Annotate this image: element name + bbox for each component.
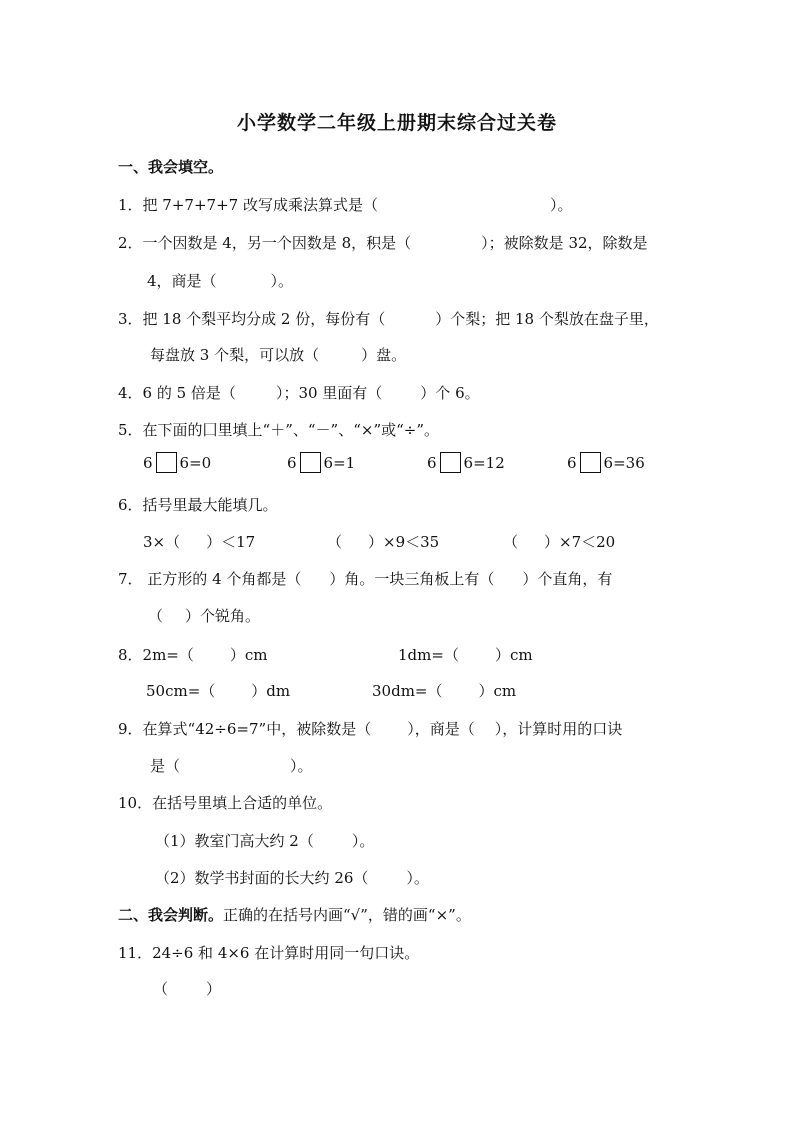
question-5-item <box>287 452 355 473</box>
question-9-part: 是（ <box>150 757 181 775</box>
q5-right: 6=1 <box>323 454 356 472</box>
question-5-item <box>427 452 505 473</box>
question-10-part: （1）教室门高大约 2（ <box>155 832 314 850</box>
answer-box[interactable] <box>300 452 321 473</box>
question-11-text: 11．24÷6 和 4×6 在计算时用同一句口诀。 <box>118 944 420 962</box>
q5-right: 6=0 <box>179 454 212 472</box>
question-2-line-2 <box>147 271 293 291</box>
question-6-item <box>143 532 255 552</box>
question-2-part: 2．一个因数是 4，另一个因数是 8，积是（ <box>118 234 412 252</box>
question-8-item <box>398 645 533 665</box>
q5-left: 6 <box>143 454 153 472</box>
question-9-part: ），计算时用的口诀 <box>494 720 623 738</box>
q8-part: 50cm=（ <box>146 682 216 700</box>
q5-right: 6=12 <box>463 454 505 472</box>
q5-left: 6 <box>567 454 577 472</box>
answer-box[interactable] <box>440 452 461 473</box>
question-11-answer <box>153 979 221 999</box>
question-9-line-2 <box>150 756 313 776</box>
question-10-text: 10．在括号里填上合适的单位。 <box>118 794 333 812</box>
question-7-part: ）个直角，有 <box>522 570 613 588</box>
question-6-item <box>503 532 615 552</box>
question-1-text: 1．把 7+7+7+7 改写成乘法算式是（ <box>118 196 378 214</box>
q6-part: ）＜17 <box>206 533 256 551</box>
question-2-part: 4，商是（ <box>147 272 217 290</box>
q6-part: ）×7＜20 <box>544 533 616 551</box>
question-10-part: ）。 <box>406 869 429 887</box>
question-10-sub-2 <box>155 868 429 888</box>
q8-part: 8．2m=（ <box>118 646 194 664</box>
section-1-heading: 一、我会填空。 <box>118 158 224 176</box>
q6-part: ）×9＜35 <box>368 533 440 551</box>
q6-part: （ <box>327 533 343 551</box>
q8-part: 1dm=（ <box>398 646 459 664</box>
question-7-part: ）个锐角。 <box>185 607 261 625</box>
q5-right: 6=36 <box>603 454 645 472</box>
question-6-text: 6．括号里最大能填几。 <box>118 496 278 514</box>
question-5-item <box>143 452 211 473</box>
q6-part: （ <box>503 533 519 551</box>
question-5-item <box>567 452 645 473</box>
q5-left: 6 <box>427 454 437 472</box>
q8-part: ）dm <box>251 682 291 700</box>
question-7-line-2 <box>148 606 260 626</box>
question-2-part: ）；被除数是 32，除数是 <box>481 234 648 252</box>
question-3-part: 3．把 18 个梨平均分成 2 份，每份有（ <box>118 310 386 328</box>
question-3-line-2 <box>150 345 406 365</box>
section-2-instruction: 正确的在括号内画“√”，错的画“×”。 <box>223 906 471 924</box>
question-9-part: 9．在算式“42÷6=7”中，被除数是（ <box>118 720 372 738</box>
question-10-part: （2）数学书封面的长大约 26（ <box>155 869 369 887</box>
q8-part: 30dm=（ <box>372 682 443 700</box>
question-3-part: ）盘。 <box>361 346 407 364</box>
question-8-item <box>118 645 268 665</box>
question-7-part: ）角。一块三角板上有（ <box>329 570 495 588</box>
question-4 <box>118 383 480 403</box>
question-4-part: 4．6 的 5 倍是（ <box>118 384 236 402</box>
question-10-sub-1 <box>155 831 374 851</box>
question-7-line-1 <box>118 569 612 589</box>
question-11-part: （ <box>153 980 169 998</box>
section-2-heading: 二、我会判断。 <box>118 906 224 924</box>
q8-part: ）cm <box>478 682 517 700</box>
question-8-item <box>146 681 290 701</box>
answer-box[interactable] <box>156 452 177 473</box>
question-2-line-1 <box>118 233 648 253</box>
q5-left: 6 <box>287 454 297 472</box>
answer-box[interactable] <box>580 452 601 473</box>
question-4-part: ）个 6。 <box>420 384 480 402</box>
question-7-part: 7． 正方形的 4 个角都是（ <box>118 570 302 588</box>
question-3-line-1 <box>118 309 659 329</box>
question-6-item <box>327 532 439 552</box>
question-10-part: ）。 <box>351 832 375 850</box>
question-2-part: ）。 <box>270 272 294 290</box>
question-3-part: 每盘放 3 个梨，可以放（ <box>150 346 320 364</box>
question-1-end: ）。 <box>549 196 573 214</box>
question-5-text: 5．在下面的囗里填上“＋”、“－”、“×”或“÷”。 <box>118 421 440 439</box>
q8-part: ）cm <box>229 646 268 664</box>
question-11-part: ） <box>206 980 222 998</box>
section-2-heading-line <box>118 905 471 925</box>
q8-part: ）cm <box>494 646 533 664</box>
question-7-part: （ <box>148 607 164 625</box>
question-8-item <box>372 681 516 701</box>
question-9-part: ）。 <box>290 757 313 775</box>
question-9-part: ），商是（ <box>407 720 475 738</box>
question-4-part: ）；30 里面有（ <box>275 384 383 402</box>
question-9-line-1 <box>118 719 622 739</box>
question-3-part: ）个梨；把 18 个梨放在盘子里， <box>435 310 659 328</box>
page-title: 小学数学二年级上册期末综合过关卷 <box>236 112 557 134</box>
q6-part: 3×（ <box>143 533 181 551</box>
question-1 <box>118 195 572 215</box>
